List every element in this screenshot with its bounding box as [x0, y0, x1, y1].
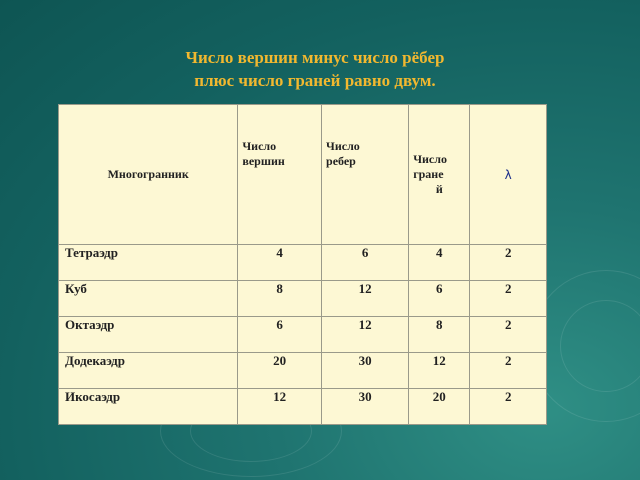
header-faces-line3: й: [435, 182, 443, 196]
header-lambda: [470, 105, 547, 245]
cell-lambda: 2: [470, 353, 547, 389]
cell-vertices: 6: [238, 317, 322, 353]
cell-edges: 30: [322, 389, 409, 425]
table-header-row: [59, 105, 547, 245]
cell-lambda: 2: [470, 281, 547, 317]
cell-lambda: 2: [470, 245, 547, 281]
table-row: [59, 245, 547, 281]
cell-polyhedron: Икосаэдр: [59, 389, 238, 425]
cell-polyhedron: Куб: [59, 281, 238, 317]
slide-title-line2: плюс число граней равно двум.: [194, 71, 436, 90]
table-row: [59, 353, 547, 389]
cell-polyhedron: Октаэдр: [59, 317, 238, 353]
slide-title: [0, 46, 630, 92]
header-vertices: [238, 105, 322, 245]
cell-vertices: 12: [238, 389, 322, 425]
header-faces-line2: гране: [413, 167, 444, 181]
cell-edges: 6: [322, 245, 409, 281]
cell-faces: 6: [409, 281, 470, 317]
header-vertices-line2: вершин: [242, 154, 285, 168]
cell-lambda: 2: [470, 317, 547, 353]
header-edges: [322, 105, 409, 245]
header-faces: [409, 105, 470, 245]
cell-edges: 12: [322, 317, 409, 353]
header-edges-line1: Число: [326, 139, 360, 153]
header-faces-line1: Число: [413, 152, 447, 166]
cell-faces: 12: [409, 353, 470, 389]
table-row: [59, 281, 547, 317]
cell-edges: 30: [322, 353, 409, 389]
header-polyhedron: [59, 105, 238, 245]
cell-faces: 4: [409, 245, 470, 281]
table-row: [59, 317, 547, 353]
cell-edges: 12: [322, 281, 409, 317]
header-edges-line2: ребер: [326, 154, 356, 168]
table-row: [59, 389, 547, 425]
polyhedra-table: [58, 104, 547, 425]
lambda-symbol: λ: [504, 167, 512, 182]
cell-vertices: 20: [238, 353, 322, 389]
cell-vertices: 4: [238, 245, 322, 281]
header-vertices-line1: Число: [242, 139, 277, 153]
cell-lambda: 2: [470, 389, 547, 425]
cell-faces: 8: [409, 317, 470, 353]
header-polyhedron-label: Многогранник: [107, 167, 189, 181]
cell-polyhedron: Тетраэдр: [59, 245, 238, 281]
cell-polyhedron: Додекаэдр: [59, 353, 238, 389]
cell-vertices: 8: [238, 281, 322, 317]
slide-title-line1: Число вершин минус число рёбер: [185, 48, 445, 67]
cell-faces: 20: [409, 389, 470, 425]
